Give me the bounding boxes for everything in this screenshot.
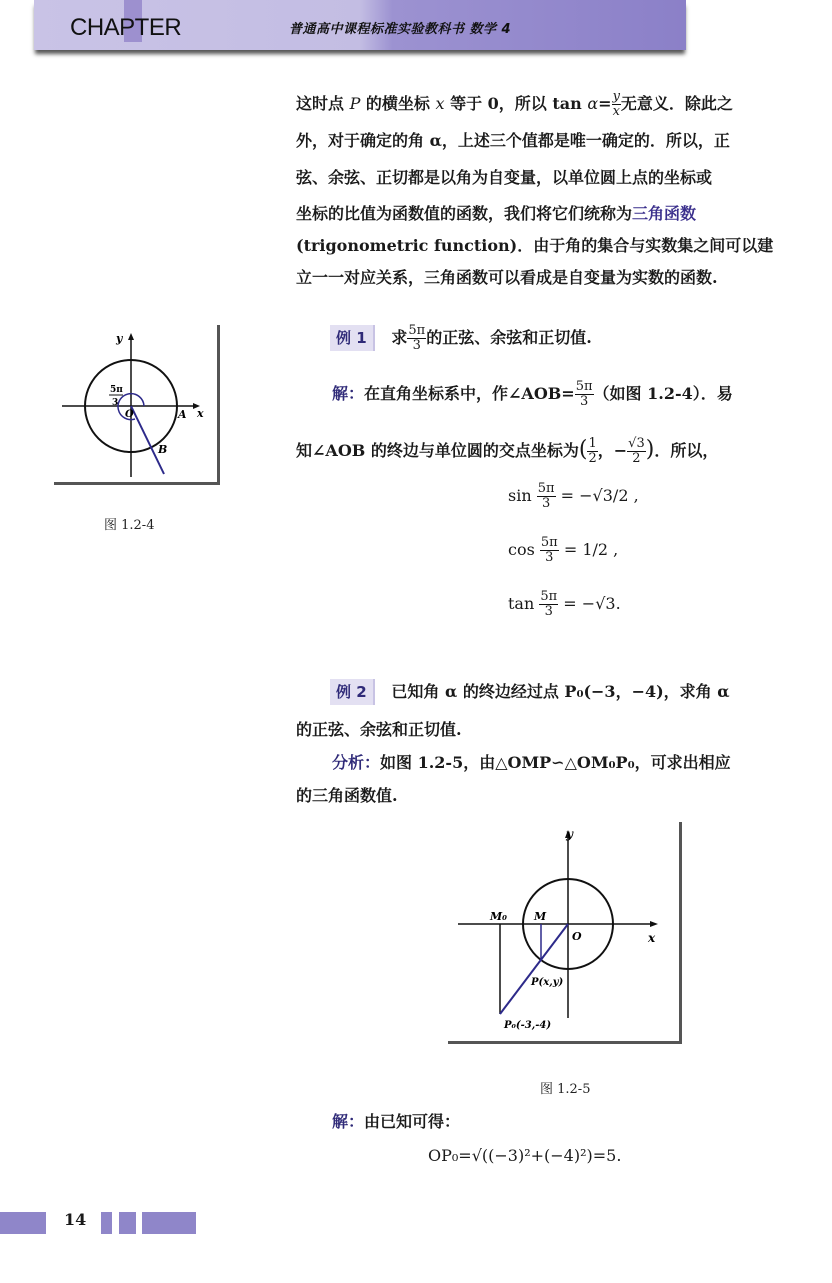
example2-analysis-line2: 的三角函数值. — [296, 786, 398, 805]
analysis-label: 分析： — [332, 753, 381, 772]
solution-label: 解： — [332, 384, 365, 403]
example1-question: 例 1 求 $\frac{5\pi}{3}$ 的正弦、余弦和正切值. — [330, 320, 832, 356]
example2-question-line2: 的正弦、余弦和正切值. — [296, 720, 462, 739]
figure-1-2-4-caption: 图 1.2-4 — [104, 518, 155, 533]
svg-text:y: y — [116, 332, 123, 345]
example1-solution-line1: 解：在直角坐标系中，作∠AOB= $\frac{5\pi}{3}$ （如图 1.2-4）．易 — [332, 379, 733, 409]
svg-text:P(x,y): P(x,y) — [531, 977, 564, 988]
result-tan: tan $\frac{5\pi}{3}$ = −√3. — [508, 589, 621, 619]
similar-triangles-diagram — [448, 822, 682, 1044]
fraction-y-over-x: $\frac{y}{x}$ — [612, 89, 620, 119]
svg-text:y: y — [566, 827, 573, 841]
example2-label: 例 2 — [330, 679, 375, 705]
svg-text:O: O — [572, 930, 582, 943]
figure-1-2-5 — [448, 822, 682, 1044]
example1-label: 例 1 — [330, 325, 375, 351]
term-trigonometric-function: 三角函数 — [632, 204, 697, 223]
svg-text:M₀: M₀ — [490, 910, 507, 923]
example2-solution-formula: OP₀=√((−3)²+(−4)²)=5. — [428, 1146, 622, 1165]
footer-bar-block-2 — [119, 1212, 136, 1234]
svg-text:5π: 5π — [110, 385, 123, 395]
svg-text:M: M — [534, 910, 547, 923]
figure-1-2-4 — [54, 325, 220, 485]
footer-bar-left — [0, 1212, 46, 1234]
unit-circle-diagram — [54, 325, 220, 485]
svg-text:x: x — [648, 931, 656, 945]
example2-solution-line1: 解：由已知可得： — [332, 1112, 461, 1131]
example2-analysis-line1: 分析：如图 1.2-5，由△OMP∽△OM₀P₀，可求出相应 — [332, 753, 731, 772]
svg-text:3: 3 — [112, 398, 119, 408]
series-title: 普通高中课程标准实验教科书 数学 4 — [289, 22, 512, 37]
example2-question-line1: 例 2 已知角 α 的终边经过点 P₀(−3，−4)，求角 α — [330, 674, 832, 710]
svg-text:x: x — [197, 407, 204, 420]
footer-bar-block-3 — [142, 1212, 196, 1234]
svg-text:P₀(-3,-4): P₀(-3,-4) — [504, 1020, 552, 1031]
chapter-header-banner — [34, 0, 686, 50]
para1-line2: 外，对于确定的角 α，上述三个值都是唯一确定的．所以，正 — [296, 131, 730, 150]
result-sin: sin $\frac{5\pi}{3}$ = −√3/2 , — [508, 481, 639, 511]
page-number: 14 — [64, 1210, 87, 1229]
svg-text:O: O — [125, 409, 134, 420]
footer-bar-block-1 — [101, 1212, 112, 1234]
svg-text:B: B — [158, 443, 168, 456]
para1-line3: 弦、余弦、正切都是以角为自变量，以单位圆上点的坐标或 — [296, 168, 713, 187]
chapter-label: CHAPTER — [70, 14, 182, 41]
para1-line6: 立一一对应关系，三角函数可以看成是自变量为实数的函数. — [296, 268, 718, 287]
figure-1-2-5-caption: 图 1.2-5 — [540, 1082, 591, 1097]
fraction-5pi-over-3: $\frac{5\pi}{3}$ — [408, 323, 426, 353]
svg-text:A: A — [178, 408, 187, 421]
para1-line1: 这时点 P 的横坐标 x 等于 0，所以 tan α= $\frac{y}{x}$ 无意义．除此之 — [296, 89, 733, 119]
solution-label-2: 解： — [332, 1112, 365, 1131]
result-cos: cos $\frac{5\pi}{3}$ = 1/2 , — [508, 535, 619, 565]
para1-line4: 坐标的比值为函数值的函数，我们将它们统称为三角函数 — [296, 204, 697, 223]
example1-solution-line2: 知∠AOB 的终边与单位圆的交点坐标为( $\frac{1}{2}$ ，− $\frac{√3}{2}$ )．所以， — [296, 436, 719, 466]
para1-line5: (trigonometric function)．由于角的集合与实数集之间可以建 — [296, 236, 774, 255]
